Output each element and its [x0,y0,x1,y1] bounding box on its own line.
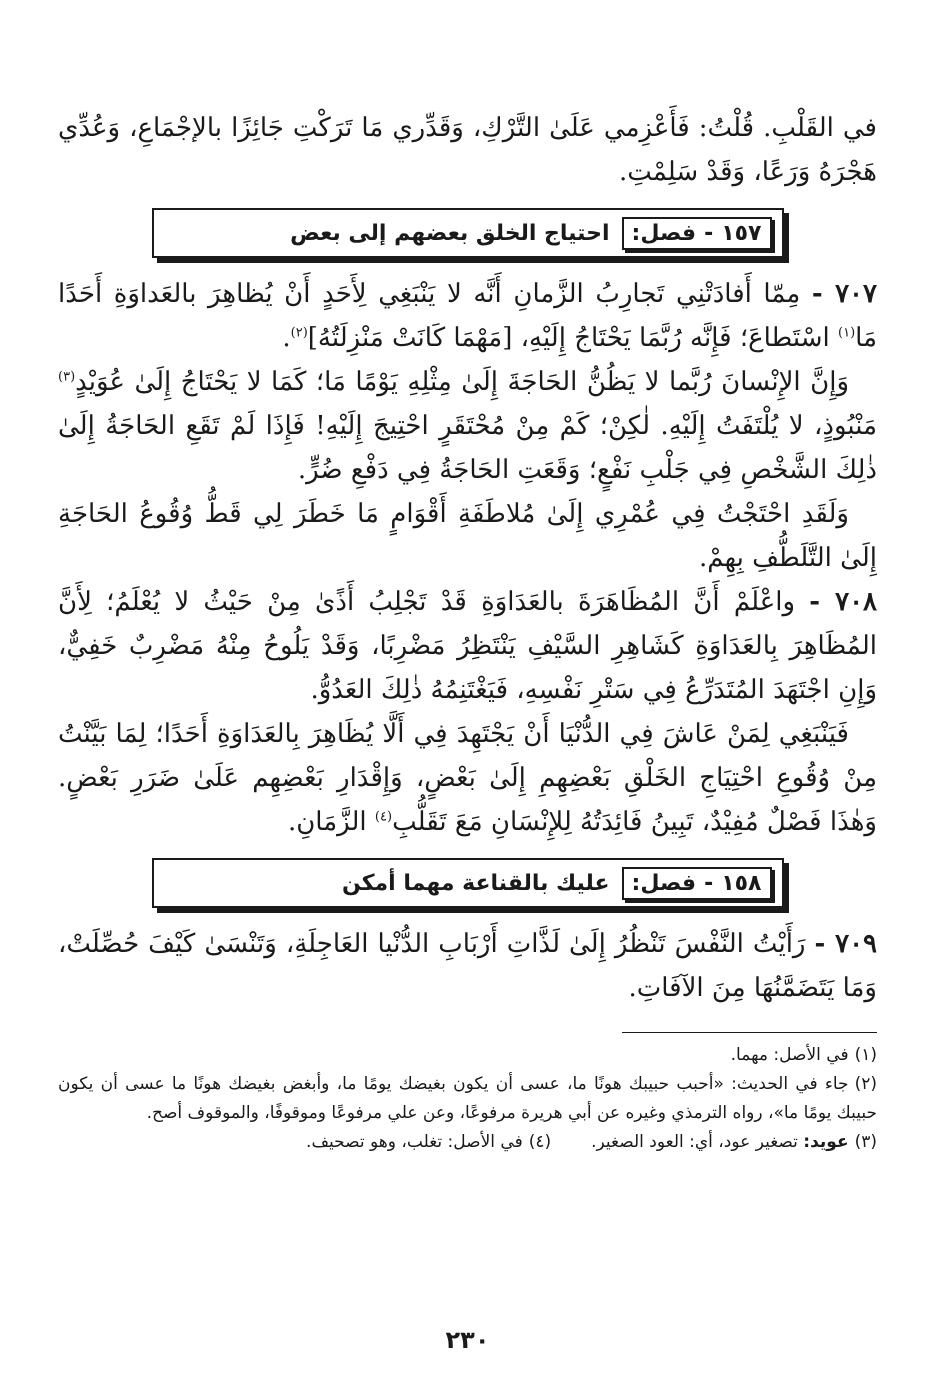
section-heading-158 [152,858,784,908]
section-label-text: فصل: [631,220,697,246]
page-number: ٢٣٠ [445,1326,490,1354]
section-heading-157 [152,208,784,258]
section-number: ١٥٨ [721,870,762,896]
footnote-text: في الأصل: تغلب، وهو تصحيف. [306,1132,523,1152]
footnote-mark: (٣) [854,1132,877,1152]
paragraph-text: في القَلْبِ. قُلْتُ: فَأَعْزِمي عَلَىٰ التَّرْكِ، وَقَدِّري مَا تَرَكْتِ جَائِزًا بالإجْمَاعِ، وَعُدِّي هَجْرَهُ وَرَعًا، وَقَدْ سَلِمْتِ. [58,113,877,187]
paragraph-number: ٧٠٩ - [814,929,878,959]
paragraph-708-2 [58,712,877,844]
paragraph-text: واعْلَمْ أَنَّ المُظَاهَرَةَ بالعَدَاوَةِ قَدْ تَجْلِبُ أَذًىٰ مِنْ حَيْثُ لا يُعْلَمُ؛ لِأَنَّ المُظَاهِرَ بِالعَدَاوَةِ كَشَاهِرِ السَّيْفِ يَنْتَظِرُ مَضْرِبًا، وَقَدْ يَلُوحُ مِنْهُ مَضْرِبٌ خَفِيٌّ، وَإِنِ اجْتَهَدَ المُتَدَرِّعُ فِي سَتْرِ نَفْسِهِ، فَيَغْتَنِمُهُ ذٰلِكَ العَدُوُّ. [58,587,877,705]
paragraph-number: ٧٠٨ - [809,587,878,617]
footnote-mark: (٤) [528,1132,552,1152]
footnote-ref: (٤) [374,809,393,825]
section-number: ١٥٧ [721,220,762,246]
footnote-mark: (١) [854,1045,877,1065]
section-title: احتياج الخلق بعضهم إلى بعض [290,220,610,246]
footnote-3 [591,1128,877,1157]
paragraph-708 [58,580,877,712]
footnote-ref: (١) [838,325,856,341]
footnote-text: في الأصل: مهما. [730,1045,849,1065]
footnote-4 [306,1128,551,1157]
paragraph-number: ٧٠٧ - [811,279,877,309]
paragraph-text: وَلَقَدِ احْتَجْتُ فِي عُمْرِي إِلَىٰ مُلاطَفَةِ أَقْوَامٍ مَا خَطَرَ لِي قَطُّ وُقُوعُ الحَاجَةِ إِلَىٰ التَّلَطُّفِ بِهِمْ. [58,499,877,573]
paragraph-707-2 [58,360,877,492]
footnote-ref: (٢) [290,325,308,341]
section-label [290,217,771,250]
paragraph-text: مَنْبُوذٍ، لا يُلْتَفَتُ إِلَيْهِ. لٰكِنْ؛ كَمْ مِنْ مُحْتَقَرٍ احْتِيجَ إِلَيْهِ! فَإِذَا لَمْ تَقَعِ الحَاجَةُ إِلَىٰ ذٰلِكَ الشَّخْصِ فِي جَلْبِ نَفْعٍ؛ وَقَعَتِ الحَاجَةُ فِي دَفْعِ ضُرٍّ. [58,411,877,485]
paragraph-text: مِمّا أَفادَتْنِي تَجارِبُ الزَّمانِ أَنَّه لا يَنْبَغِي لِأَحَدٍ أَنْ يُظاهِرَ بالعَداوَةِ أَحَدًا مَا [58,279,877,353]
document-page [58,106,877,1383]
section-dash: - [704,870,714,896]
footnote-text: جاء في الحديث: «أحبب حبيبك هونًا ما، عسى أن يكون بغيضك يومًا ما، وأبغض بغيضك هونًا ما عسى أن يكون حبيبك يومًا ما»، رواه الترمذي وغيره عن أبي هريرة مرفوعًا، وعن علي مرفوعًا وموقوفًا، والموقوف أصح. [58,1074,877,1123]
section-title: عليك بالقناعة مهما أمكن [341,870,610,896]
footnote-ref: (٣) [58,369,76,385]
paragraph-text: فَيَنْبَغِي لِمَنْ عَاشَ فِي الدُّنْيَا أَنْ يَجْتَهِدَ فِي أَلَّا يُظَاهِرَ بِالعَدَاوَةِ أَحَدًا؛ لِمَا بَيَّنْتُ مِنْ وُقُوعِ احْتِيَاجِ الخَلْقِ بَعْضِهِمِ إِلَىٰ بَعْضٍ، وَإِقْدَارِ بَعْضِهِم عَلَىٰ ضَرَرِ بَعْضٍ. وَهٰذَا فَصْلٌ مُفِيْدٌ، تَبِينُ فَائِدَتُهُ لِلإِنْسَانِ مَعَ تَقَلُّبِ [58,719,877,837]
footnote-text: تصغير عود، أي: العود الصغير. [591,1132,798,1152]
footnote-divider [622,1032,877,1033]
paragraph-text: رَأَيْتُ النَّفْسَ تَنْظُرُ إِلَىٰ لَذَّاتِ أَرْبَابِ الدُّنْيا العَاجِلَةِ، وَتَنْسَىٰ كَيْفَ حُصِّلَتْ، وَمَا يَتَضَمَّنُهَا مِنَ الآفَاتِ. [58,929,877,1003]
paragraph-707-3 [58,492,877,580]
footnotes [58,1041,877,1157]
paragraph-text: وَإِنَّ الإِنْسانَ رُبَّما لا يَظُنُّ الحَاجَةَ إِلَىٰ مِثْلِهِ يَوْمًا مَا؛ كَمَا لا يَحْتَاجُ إِلَىٰ عُوَيْدٍ [75,367,849,397]
footnote-mark: (٢) [854,1074,877,1094]
section-label [342,867,772,900]
paragraph-continuation [58,106,877,194]
section-label-text: فصل: [631,870,697,896]
section-dash: - [704,220,714,246]
paragraph-707: ٧٠٧ - مِمّا أَفادَتْنِي تَجارِبُ الزَّمانِ أَنَّه لا يَنْبَغِي لِأَحَدٍ أَنْ يُظاهِرَ بالعَداوَةِ أَحَدًا مَا$^{(١)}$ اسْتَطاعَ؛ فَإِنَّه رُبَّمَا يَحْتَاجُ إِلَيْهِ، [مَهْمَا كَانَتْ مَنْزِلَتُهُ]$^{(٢)}$. [58,279,877,353]
footnote-term: عويد: [803,1132,849,1152]
footnote-row [58,1128,877,1157]
paragraph-text: اسْتَطاعَ؛ فَإِنَّه رُبَّمَا يَحْتَاجُ إِلَيْهِ، [مَهْمَا كَانَتْ مَنْزِلَتُهُ] [307,323,830,353]
paragraph-709 [58,922,877,1010]
section-number-box [622,867,772,900]
footnote-2 [58,1070,877,1128]
section-number-box [622,217,772,250]
paragraph-text: الزَّمَانِ. [287,807,367,837]
footnote-1 [58,1041,877,1070]
